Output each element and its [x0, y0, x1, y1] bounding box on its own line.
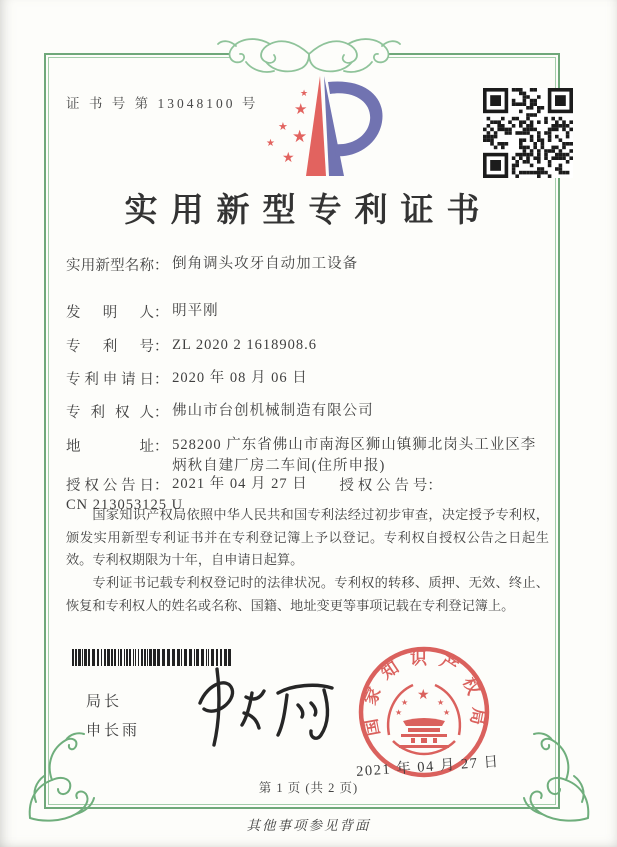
field-label: 发明人: [66, 305, 154, 321]
svg-text:★: ★: [443, 708, 451, 717]
grant-no-value: CN 213053125 U: [66, 497, 184, 514]
logo-star-icon: ★: [294, 100, 308, 118]
field-value: ZL 2020 2 1618908.6: [172, 337, 318, 353]
seal-ring-text: 国家知识产权局: [359, 648, 489, 738]
field-row-filing-date: [66, 368, 556, 389]
field-value: 528200 广东省佛山市南海区狮山镇狮北岗头工业区李炳秋自建厂房二车间(住所申报): [172, 437, 537, 475]
svg-text:★: ★: [437, 698, 445, 707]
svg-text:★: ★: [395, 708, 403, 717]
director-title: 局长: [86, 693, 123, 710]
field-colon: ：: [427, 478, 442, 494]
logo-star-icon: ★: [266, 138, 275, 149]
national-emblem-icon: [388, 685, 460, 754]
field-row-patent-number: [66, 335, 556, 356]
field-label: 专利权人: [66, 405, 154, 421]
certificate-number: 证 书 号 第 13048100 号: [66, 96, 259, 111]
certificate-title: 实用新型专利证书: [124, 193, 493, 229]
field-colon: ：: [154, 478, 169, 494]
legal-paragraph-1: 国家知识产权局依照中华人民共和国专利法经过初步审查，决定授予专利权，颁发实用新型专利证书并在专利登记簿上予以登记。专利权自授权公告之日起生效。专利权期限为十年，自申请日起算。: [66, 507, 549, 568]
logo-star-icon: ★: [300, 89, 309, 99]
qr-code-icon: [483, 88, 573, 178]
field-row-address: [66, 435, 556, 477]
grant-date-value: 2021 年 04 月 27 日: [172, 476, 308, 492]
logo-star-icon: ★: [282, 150, 295, 166]
logo-star-icon: ★: [292, 127, 308, 147]
field-label: 地址: [66, 439, 154, 455]
director-signature-icon: [186, 663, 346, 753]
field-colon: ：: [154, 258, 169, 274]
field-value: 倒角调头攻牙自动加工设备: [172, 256, 359, 272]
field-row-name: [66, 254, 556, 275]
field-row-patentee: [66, 401, 556, 422]
field-value: 明平刚: [172, 303, 219, 319]
logo-star-icon: ★: [278, 120, 288, 133]
cnipa-logo: [248, 72, 398, 184]
field-label: 专利申请日: [66, 372, 154, 388]
field-label: 专利号: [66, 339, 154, 355]
field-colon: ：: [154, 405, 169, 421]
field-colon: ：: [154, 305, 169, 321]
field-value: 佛山市台创机械制造有限公司: [172, 403, 374, 419]
seal-date: 2021 年 04 月 27 日: [355, 754, 501, 780]
grant-no-label: 授权公告号: [339, 478, 428, 494]
grant-date-label: 授权公告日: [66, 478, 154, 494]
page-number: 第 1 页 (共 2 页): [258, 781, 359, 795]
legal-paragraph-2: 专利证书记载专利权登记时的法律状况。专利权的转移、质押、无效、终止、恢复和专利权人的姓名或名称、国籍、地址变更等事项记载在专利登记簿上。: [66, 575, 549, 613]
field-label: 实用新型名称: [66, 258, 154, 274]
field-colon: ：: [154, 339, 169, 355]
director-name: 申长雨: [86, 722, 141, 739]
legal-text-block: [66, 504, 549, 618]
back-side-note: 其他事项参见背面: [246, 818, 371, 833]
field-value: 2020 年 08 月 06 日: [172, 370, 308, 386]
svg-text:★: ★: [417, 687, 430, 703]
field-row-inventor: [66, 301, 556, 322]
field-colon: ：: [154, 439, 169, 455]
field-colon: ：: [154, 372, 169, 388]
svg-text:★: ★: [401, 698, 409, 707]
